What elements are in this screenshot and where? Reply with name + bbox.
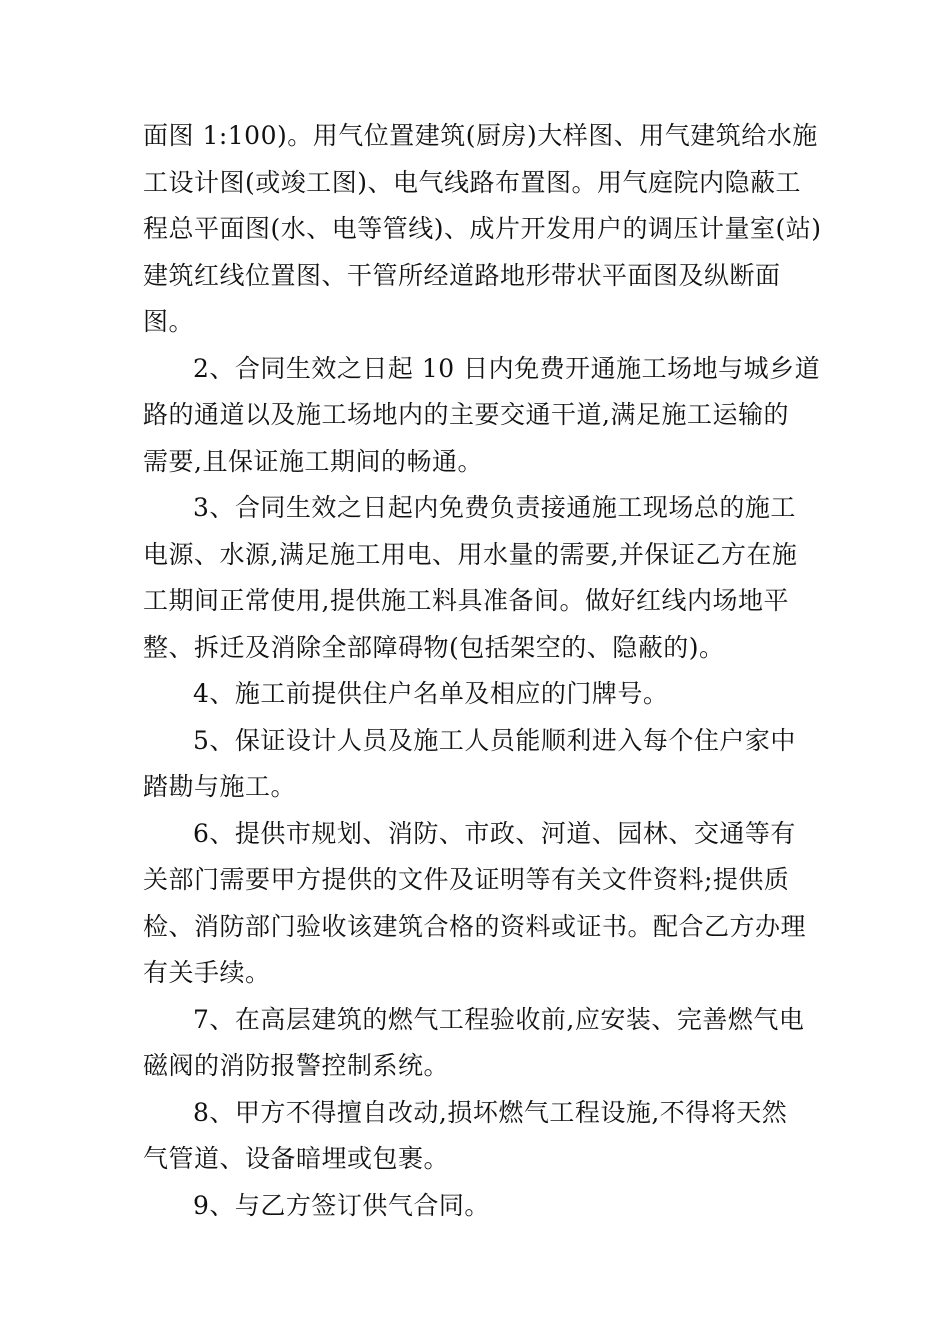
text-line: 气管道、设备暗埋或包裹。 [143, 1144, 450, 1173]
paragraph-6-start: 6、提供市规划、消防、市政、河道、园林、交通等有 [193, 818, 796, 848]
text-line: 电源、水源,满足施工用电、用水量的需要,并保证乙方在施 [143, 539, 798, 569]
text-line: 关部门需要甲方提供的文件及证明等有关文件资料;提供质 [143, 865, 790, 894]
text-line: 有关手续。 [143, 958, 271, 987]
text-line: 踏勘与施工。 [143, 772, 297, 801]
paragraph-7-start: 7、在高层建筑的燃气工程验收前,应安装、完善燃气电 [193, 1004, 805, 1034]
text-line: 建筑红线位置图、干管所经道路地形带状平面图及纵断面 [143, 260, 781, 290]
paragraph-2-start: 2、合同生效之日起 10 日内免费开通施工场地与城乡道 [193, 353, 821, 383]
paragraph-5-start: 5、保证设计人员及施工人员能顺利进入每个住户家中 [193, 725, 796, 755]
document-body [143, 113, 823, 1229]
text-line: 需要,且保证施工期间的畅通。 [143, 446, 483, 476]
paragraph-3-start: 3、合同生效之日起内免费负责接通施工现场总的施工 [193, 493, 796, 522]
paragraph-9-start: 9、与乙方签订供气合同。 [193, 1190, 490, 1220]
paragraph-4-start: 4、施工前提供住户名单及相应的门牌号。 [193, 679, 669, 708]
text-line: 程总平面图(水、电等管线)、成片开发用户的调压计量室(站) [143, 214, 822, 243]
paragraph-8-start: 8、甲方不得擅自改动,损坏燃气工程设施,不得将天然 [193, 1097, 788, 1127]
text-line: 检、消防部门验收该建筑合格的资料或证书。配合乙方办理 [143, 911, 807, 941]
text-line: 工设计图(或竣工图)、电气线路布置图。用气庭院内隐蔽工 [143, 167, 802, 197]
text-line: 工期间正常使用,提供施工料具准备间。做好红线内场地平 [143, 586, 789, 615]
text-line: 路的通道以及施工场地内的主要交通干道,满足施工运输的 [143, 400, 789, 429]
text-line: 磁阀的消防报警控制系统。 [143, 1051, 450, 1080]
text-line: 整、拆迁及消除全部障碍物(包括架空的、隐蔽的)。 [143, 632, 725, 662]
text-line: 面图 1:100)。用气位置建筑(厨房)大样图、用气建筑给水施 [143, 121, 818, 150]
text-line: 图。 [143, 307, 195, 336]
